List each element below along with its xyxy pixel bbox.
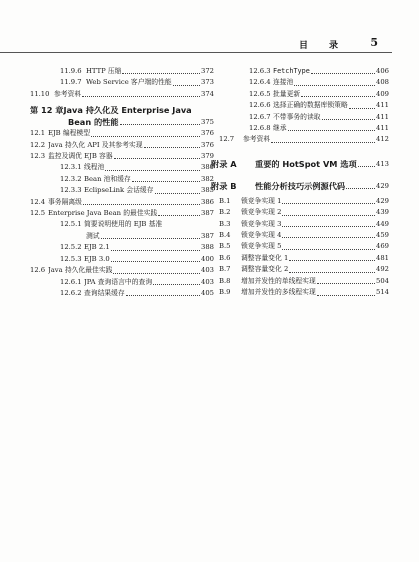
toc-entry: B.1 锁竞争实现 1 429 bbox=[219, 196, 389, 205]
page-number: 5 bbox=[370, 36, 378, 49]
toc-appendix-b: 附录 B 性能分析技巧示例源代码 429 bbox=[211, 180, 389, 191]
toc-entry: 12.3.2 Bean 池和缓存 382 bbox=[60, 174, 214, 183]
toc-entry: 12.6.8 继承 411 bbox=[249, 124, 389, 133]
toc-entry: 12.3.3 EclipseLink 会话缓存 385 bbox=[60, 186, 214, 195]
toc-entry: 12.5.1 简要说明使用的 EJB 基准 bbox=[60, 220, 163, 229]
toc-entry: 12.6.2 查询结果缓存 405 bbox=[60, 288, 214, 297]
toc-entry: 12.5 Enterprise Java Bean 的最佳实践 387 bbox=[30, 209, 214, 218]
toc-entry: 12.5.3 EJB 3.0 400 bbox=[60, 254, 214, 263]
toc-entry: B.7 调整容量变化 2 492 bbox=[219, 265, 389, 274]
toc-entry: 11.10 参考资料 374 bbox=[30, 89, 214, 98]
toc-entry: B.5 锁竞争实现 5 469 bbox=[219, 242, 389, 251]
header-title: 目 录 bbox=[298, 41, 344, 51]
toc-entry: B.8 增加并发性的单线程实现 504 bbox=[219, 276, 389, 285]
toc-entry: 12.6.7 不带事务的读取 411 bbox=[249, 112, 389, 121]
toc-left-column bbox=[30, 66, 214, 299]
toc-entry: 11.9.7 Web Service 客户端的性能 373 bbox=[60, 78, 214, 87]
toc-entry: 12.4 事务隔离级 386 bbox=[30, 197, 214, 206]
toc-entry: 12.2 Java 持久化 API 及其参考实现 376 bbox=[30, 140, 214, 149]
toc-entry: 12.3 监控及调优 EJB 容器 379 bbox=[30, 152, 214, 161]
toc-entry: 12.7 参考资料 412 bbox=[219, 135, 389, 144]
toc-entry: 12.6.5 批量更新 409 bbox=[249, 89, 389, 98]
toc-entry: 11.9.6 HTTP 压缩 372 bbox=[60, 67, 214, 75]
toc-appendix-a: 附录 A 重要的 HotSpot VM 选项 413 bbox=[211, 158, 389, 169]
toc-entry: B.2 锁竞争实现 2 439 bbox=[219, 208, 389, 217]
toc-right-column bbox=[211, 66, 389, 299]
toc-entry: B.6 调整容量变化 1 481 bbox=[219, 253, 389, 262]
toc-entry: B.4 锁竞争实现 4 459 bbox=[219, 231, 389, 240]
toc-chapter-12: 第 12 章Java 持久化及 Enterprise Java Bean 的性能 375 bbox=[30, 105, 214, 128]
running-header bbox=[0, 38, 392, 53]
toc-entry: 12.3.1 线程池 380 bbox=[60, 163, 214, 172]
toc-entry: 12.6.1 JPA 查询语言中的查询 403 bbox=[60, 277, 214, 286]
toc-entry: B.3 锁竞争实现 3 449 bbox=[219, 219, 389, 228]
toc-entry: B.9 增加并发性的多线程实现 514 bbox=[219, 288, 389, 297]
toc-entry: 12.5.2 EJB 2.1 388 bbox=[60, 243, 214, 252]
toc-entry: 12.6.4 连接池 408 bbox=[249, 78, 389, 87]
toc-entry: 12.6.3 FetchType 406 bbox=[249, 67, 389, 75]
toc-entry-continued: 测试 387 bbox=[86, 231, 214, 240]
chapter-number: 第 12 章 bbox=[30, 105, 64, 116]
toc-entry: 12.6 Java 持久化最佳实践 403 bbox=[30, 266, 214, 275]
toc-entry: 12.1 EJB 编程模型 376 bbox=[30, 129, 214, 138]
toc-entry: 12.6.6 选择正确的数据库锁策略 411 bbox=[249, 101, 389, 110]
